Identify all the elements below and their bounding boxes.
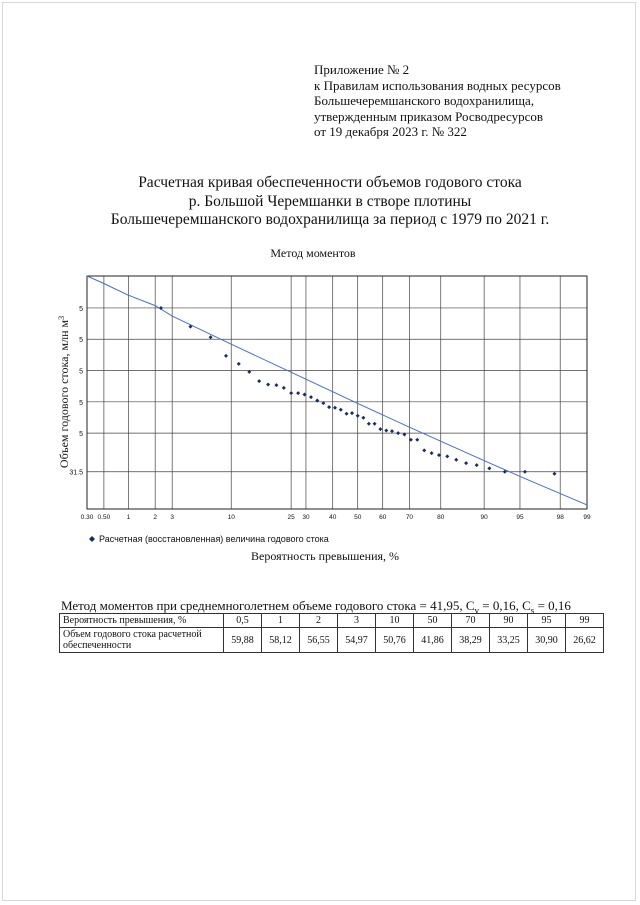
probability-cell: 50 [414, 614, 452, 628]
data-point [373, 422, 377, 426]
title-line: Расчетная кривая обеспеченности объемов годового стока [138, 174, 522, 191]
data-point [396, 431, 400, 435]
probability-cell: 3 [338, 614, 376, 628]
probability-cell: 70 [452, 614, 490, 628]
data-point [333, 406, 337, 410]
x-axis-label: Вероятность превышения, % [250, 549, 400, 563]
data-point [422, 448, 426, 452]
chart-grid [87, 276, 587, 509]
summary-line: Метод моментов при среднемноголетнем объеме годового стока = 41,95, $C_v = 0,16$, $C_s = 0,16$ [61, 598, 571, 616]
data-point [523, 470, 527, 474]
row-label: Объем годового стока расчетной обеспеченности [60, 628, 224, 653]
legend [89, 534, 329, 544]
x-tick-label: 25 [287, 514, 295, 521]
data-point [378, 427, 382, 431]
volume-cell: 38,29 [452, 628, 490, 653]
data-point [350, 411, 354, 415]
data-point [266, 383, 270, 387]
probability-cell: 99 [566, 614, 604, 628]
y-tick-label: 5 [79, 337, 83, 345]
y-tick-label: 31.5 [69, 469, 83, 477]
data-point [390, 429, 394, 433]
results-table [59, 613, 604, 653]
probability-cell: 10 [376, 614, 414, 628]
x-tick-label: 98 [556, 514, 564, 521]
x-tick-label: 70 [405, 514, 414, 521]
x-tick-label: 30 [302, 514, 310, 521]
probability-cell: 2 [300, 614, 338, 628]
x-tick-label: 40 [329, 514, 337, 521]
data-point [487, 466, 491, 470]
row-label: Вероятность превышения, % [60, 614, 224, 628]
data-point [282, 386, 286, 390]
y-axis-ticks [69, 306, 83, 477]
plot-area [87, 276, 587, 509]
y-tick-label: 5 [79, 305, 83, 313]
data-point [552, 472, 556, 476]
probability-row [60, 614, 604, 628]
x-tick-label: 2 [153, 514, 157, 521]
data-point [361, 416, 365, 420]
data-point [345, 412, 349, 416]
legend-label: Расчетная (восстановленная) величина годового стока [99, 534, 329, 544]
x-tick-label: 10 [227, 514, 235, 521]
data-point [237, 362, 241, 366]
y-tick-label: 5 [79, 431, 83, 439]
data-point [430, 451, 434, 455]
data-point [327, 405, 331, 409]
x-tick-label: 60 [379, 514, 387, 521]
probability-cell: 90 [490, 614, 528, 628]
title-line: Большечеремшанского водохранилища за период с 1979 по 2021 г. [110, 211, 550, 228]
data-point [289, 391, 293, 395]
data-point [209, 335, 213, 339]
appendix-line: Большечеремшанского водохранилища, [314, 93, 535, 108]
data-point [454, 458, 458, 462]
volume-cell: 58,12 [262, 628, 300, 653]
volume-cell: 50,76 [376, 628, 414, 653]
data-point [367, 422, 371, 426]
probability-cell: 95 [528, 614, 566, 628]
probability-cell: 1 [262, 614, 300, 628]
data-point [384, 428, 388, 432]
volume-cell: 26,62 [566, 628, 604, 653]
appendix-line: утвержденным приказом Росводресурсов [314, 108, 543, 124]
x-tick-label: 1 [126, 514, 131, 521]
volume-cell: 56,55 [300, 628, 338, 653]
theoretical-curve [87, 276, 587, 505]
data-point [445, 454, 449, 458]
title-line: р. Большой Черемшанки в створе плотины [188, 192, 472, 210]
data-point [339, 408, 343, 412]
probability-cell: 0,5 [224, 614, 262, 628]
volume-cell: 33,25 [490, 628, 528, 653]
data-point [257, 379, 261, 383]
data-point [309, 395, 313, 399]
data-point [296, 391, 300, 395]
x-tick-label: 3 [170, 514, 175, 521]
volume-row [60, 628, 604, 653]
appendix-line: Приложение № 2 [314, 62, 410, 77]
x-tick-label: 0.30 [80, 514, 94, 521]
data-point [224, 354, 228, 358]
legend-marker [89, 536, 95, 542]
data-point [415, 438, 419, 442]
data-point [464, 461, 468, 465]
x-tick-label: 50 [354, 514, 362, 521]
y-tick-label: 5 [79, 399, 83, 407]
volume-cell: 59,88 [224, 628, 262, 653]
volume-cell: 41,86 [414, 628, 452, 653]
x-tick-label: 95 [516, 514, 524, 521]
data-point [274, 383, 278, 387]
x-tick-label: 80 [437, 514, 445, 521]
x-tick-label: 99 [583, 514, 591, 521]
data-point [475, 463, 479, 467]
data-point [356, 414, 360, 418]
y-axis-label: Объем годового стока, млн $м^3$ [57, 315, 71, 469]
x-axis-ticks [81, 514, 591, 521]
data-point [159, 306, 163, 310]
volume-cell: 30,90 [528, 628, 566, 653]
chart-title: Метод моментов [270, 246, 356, 260]
appendix-line: к Правилам использования водных ресурсов [314, 77, 561, 93]
y-tick-label: 5 [79, 368, 83, 376]
x-tick-label: 0.50 [97, 514, 111, 521]
x-tick-label: 90 [480, 514, 488, 521]
volume-cell: 54,97 [338, 628, 376, 653]
appendix-line: от 19 декабря 2023 г. № 322 [314, 124, 467, 139]
